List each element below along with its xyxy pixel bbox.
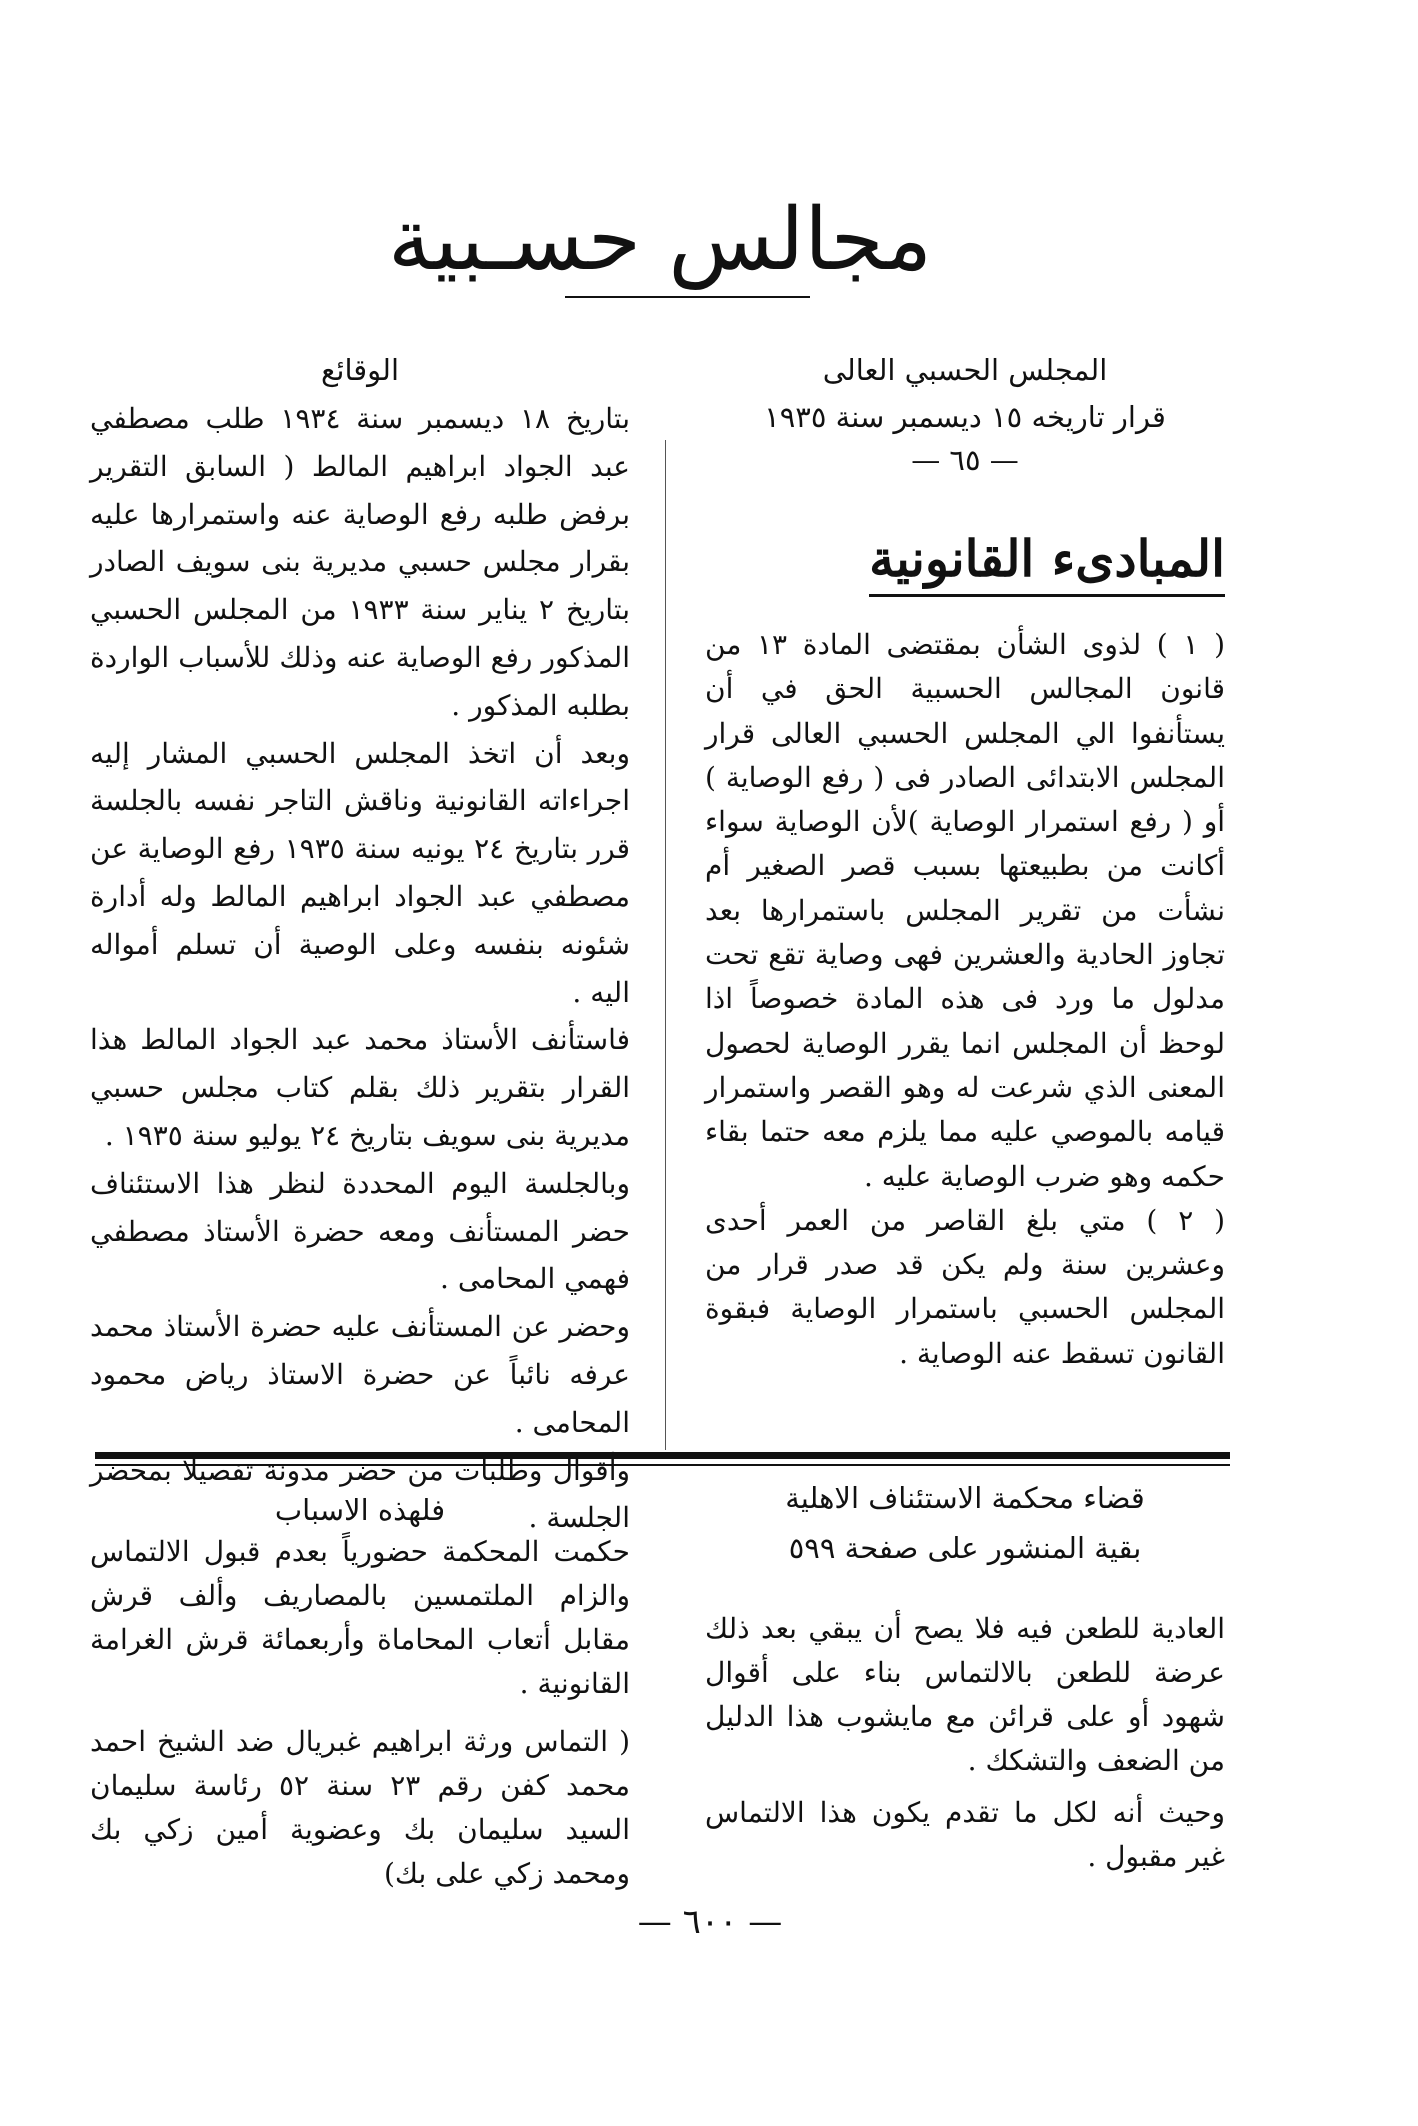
facts-column [90,345,630,1542]
principles-heading: المبادىء القانونية [869,528,1225,597]
appeal-court-heading: قضاء محكمة الاستئناف الاهلية [785,1481,1145,1515]
appeal-paragraph: وحيث أنه لكل ما تقدم يكون هذا الالتماس غير مقبول . [705,1796,1225,1873]
title-underline [565,296,810,298]
ruling-heading: فلهذه الاسباب [274,1493,446,1527]
ruling-paragraph: حكمت المحكمة حضورياً بعدم قبول الالتماس والزام الملتمسين بالمصاريف وألف قرش مقابل أتعاب المحاماة وأربعمائة قرش الغرامة القانونية . [90,1535,630,1700]
spacer [705,1573,1225,1607]
facts-paragraph: وأقوال وطلبات من حضر مدونة تفصيلا بمحضر الجلسة . [90,1453,630,1535]
section-divider [95,1452,1230,1459]
court-name: المجلس الحسبي العالى [822,353,1108,387]
principle-paragraph: ( ٢ ) متي بلغ القاصر من العمر أحدى وعشرين سنة ولم يكن قد صدر قرار من المجلس الحسبي باستمرار الوصاية فبقوة القانون تسقط عنه الوصاية . [705,1203,1225,1370]
principle-paragraph: ( ١ ) لذوى الشأن بمقتضى المادة ١٣ من قانون المجالس الحسبية الحق في أن يستأنفوا الي المجلس الحسبي العالى قرار المجلس الابتدائى الصادر فى ( رفع الوصاية ) أو ( رفع استمرار الوصاية )لأن الوصاية سواء أكانت من بطبيعتها بسبب قصر الصغير أم نشأت من تقرير المجلس باستمرارها بعد تجاوز الحادية والعشرين فهى وصاية تقع تحت مدلول ما ورد فى هذه المادة خصوصاً اذا لوحظ أن المجلس انما يقرر الوصاية لحصول المعنى الذي شرعت له وهو القصر واستمرار قيامه بالموصي عليه مما يلزم معه حتما بقاء حكمه وهو ضرب الوصاية عليه . [705,628,1226,1193]
column-divider [665,440,666,1450]
appeal-court-column [705,1473,1225,1879]
facts-paragraph: وبعد أن اتخذ المجلس الحسبي المشار إليه اجراءاته القانونية وناقش التاجر نفسه بالجلسة قرر بتاريخ ٢٤ يونيه سنة ١٩٣٥ رفع الوصاية عن مصطفي عبد الجواد ابراهيم المالط وله أدارة شئونه بنفسه وعلى الوصية أن تسلم أمواله اليه . [90,736,630,1009]
facts-paragraph: وبالجلسة اليوم المحددة لنظر هذا الاستئناف حضر المستأنف ومعه حضرة الأستاذ مصطفي فهمي المحامى . [90,1166,630,1296]
page-number: — ٦٠٠ — [637,1902,783,1942]
section-divider-thin [95,1464,1230,1466]
facts-paragraph: بتاريخ ١٨ ديسمبر سنة ١٩٣٤ طلب مصطفي عبد الجواد ابراهيم المالط ( السابق التقرير برفض طلبه رفع الوصاية عنه واستمرارها عليه بقرار مجلس حسبي مديرية بنى سويف الصادر بتاريخ ٢ يناير سنة ١٩٣٣ من المجلس الحسبي المذكور رفع الوصاية عنه وذلك للأسباب الواردة بطلبه المذكور . [90,402,631,722]
facts-paragraph: فاستأنف الأستاذ محمد عبد الجواد المالط هذا القرار بتقرير ذلك بقلم كتاب مجلس حسبي مديرية بنى سويف بتاريخ ٢٤ يوليو سنة ١٩٣٥ . [90,1023,630,1152]
principles-heading-wrap [705,480,1225,623]
case-number: — ٦٥ — [911,443,1019,477]
decision-date: قرار تاريخه ١٥ ديسمبر سنة ١٩٣٥ [764,400,1166,434]
continued-note: بقية المنشور على صفحة ٥٩٩ [788,1531,1142,1565]
principles-column [705,345,1225,1376]
case-citation: ( التماس ورثة ابراهيم غبريال ضد الشيخ احمد محمد كفن رقم ٢٣ سنة ٥٢ رئاسة سليمان السيد سليمان بك وعضوية أمين زكي بك ومحمد زكي على بك) [90,1725,630,1890]
page-title: مجالس حسـبية [387,190,933,290]
facts-heading: الوقائع [320,353,400,387]
appeal-paragraph: العادية للطعن فيه فلا يصح أن يبقي بعد ذلك عرضة للطعن بالالتماس بناء على أقوال شهود أو على قرائن مع مايشوب هذا الدليل من الضعف والتشكك . [705,1612,1225,1777]
ruling-column [90,1490,630,1896]
facts-paragraph: وحضر عن المستأنف عليه حضرة الأستاذ محمد عرفه نائباً عن حضرة الاستاذ رياض محمود المحامى . [90,1310,630,1439]
